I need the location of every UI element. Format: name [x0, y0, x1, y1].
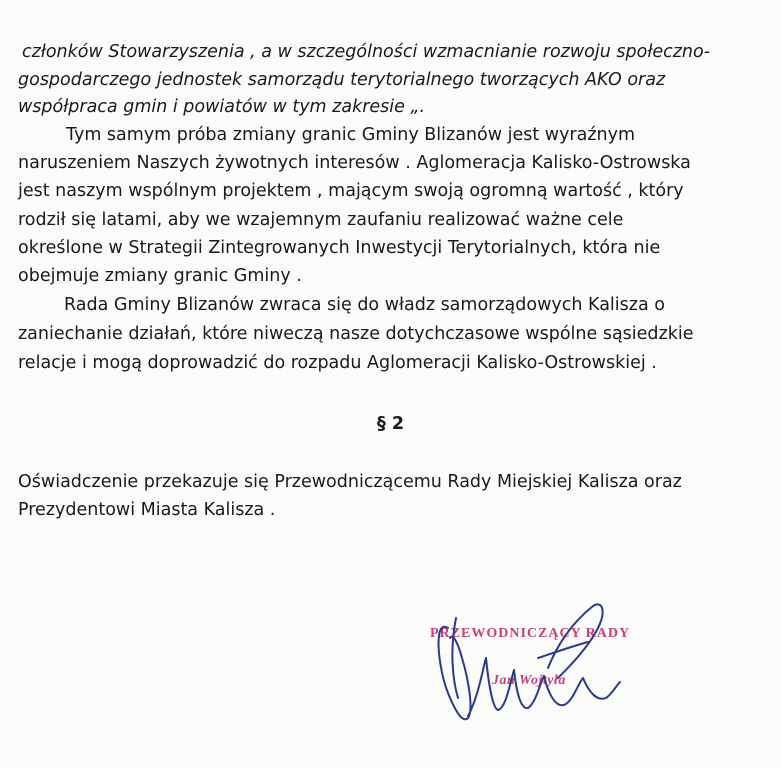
section-heading: § 2 — [376, 414, 405, 434]
paragraph-3-line-2: zaniechanie działań, które niweczą nasze dotychczasowe wspólne sąsiedzkie — [18, 324, 694, 344]
paragraph-3-line-1: Rada Gminy Blizanów zwraca się do władz samorządowych Kalisza o — [64, 295, 665, 315]
paragraph-1-line-2: gospodarczego jednostek samorządu terytorialnego tworzących AKO oraz — [18, 70, 666, 90]
paragraph-1-line-1: członków Stowarzyszenia , a w szczególności wzmacnianie rozwoju społeczno- — [22, 42, 711, 62]
paragraph-4-line-1: Oświadczenie przekazuje się Przewodniczącemu Rady Miejskiej Kalisza oraz — [18, 472, 682, 492]
paragraph-2-line-6: obejmuje zmiany granic Gminy . — [18, 266, 302, 286]
handwritten-signature — [428, 598, 648, 738]
paragraph-2-line-1: Tym samym próba zmiany granic Gminy Blizanów jest wyraźnym — [66, 125, 636, 145]
paragraph-3-line-3: relacje i mogą doprowadzić do rozpadu Aglomeracji Kalisko-Ostrowskiej . — [18, 353, 657, 373]
paragraph-2-line-5: określone w Strategii Zintegrowanych Inwestycji Terytorialnych, która nie — [18, 238, 661, 258]
stamp-name: Jan Wojtyła — [492, 673, 566, 688]
paragraph-2-line-2: naruszeniem Naszych żywotnych interesów . Aglomeracja Kalisko-Ostrowska — [18, 153, 691, 173]
stamp-title: PRZEWODNICZĄCY RADY — [430, 626, 631, 641]
paragraph-2-line-4: rodził się latami, aby we wzajemnym zaufaniu realizować ważne cele — [18, 210, 624, 230]
paragraph-1-line-3: współpraca gmin i powiatów w tym zakresie „. — [18, 97, 426, 117]
paragraph-2-line-3: jest naszym wspólnym projektem , mającym swoją ogromną wartość , który — [18, 181, 684, 201]
paragraph-4-line-2: Prezydentowi Miasta Kalisza . — [18, 500, 276, 520]
